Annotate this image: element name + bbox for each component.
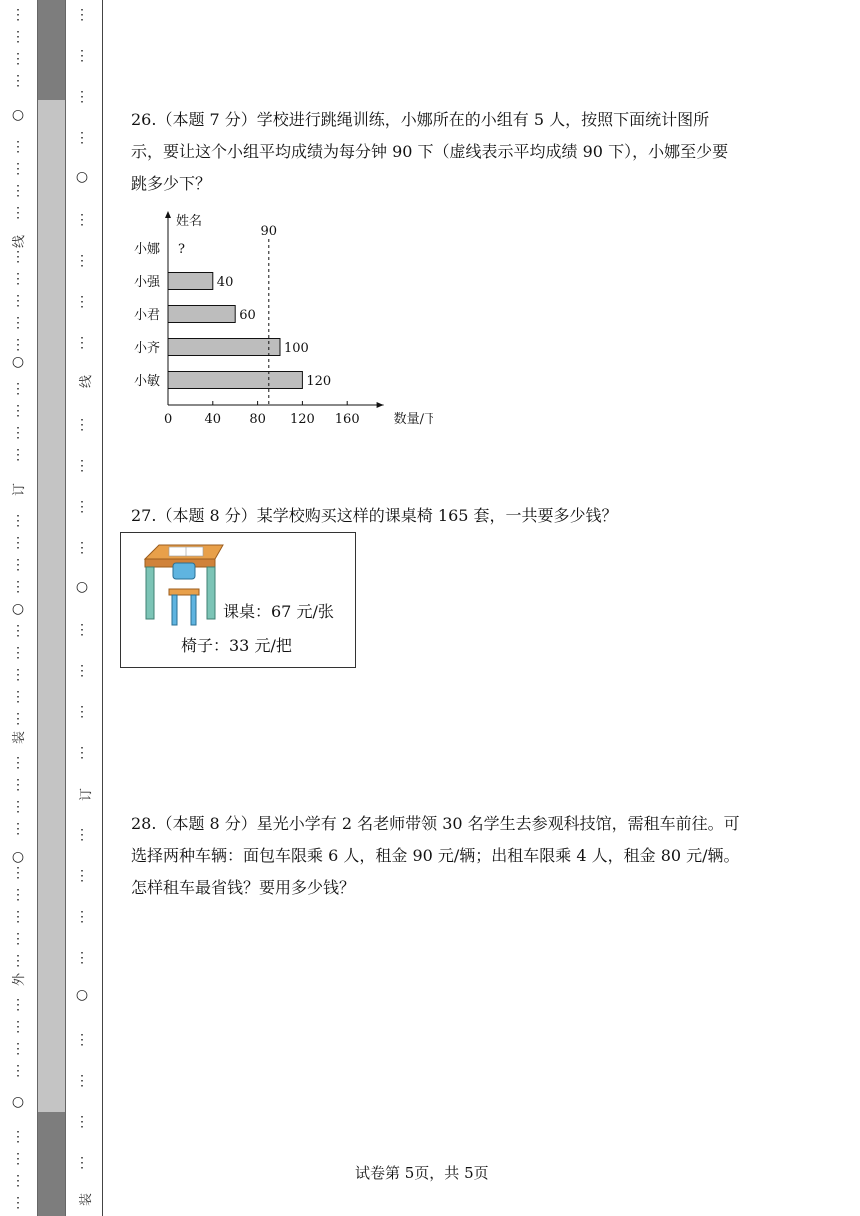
binding-dots: ⋮ [11,887,25,903]
binding-dots: ⋮ [11,1195,25,1211]
binding-dots: ⋮ [11,667,25,683]
binding-dots: ⋮ [11,777,25,793]
desk-chair-price-box [120,532,356,668]
question-27: 27.（本题 8 分）某学校购买这样的课桌椅 165 套，一共要多少钱？ [131,506,618,525]
binding-label: 装 [12,730,28,745]
binding-label: 线 [79,374,95,389]
binding-dots: ⋮ [75,745,89,761]
category-label: 小强 [133,275,160,290]
binding-dots: ⋮ [75,1114,89,1130]
binding-dots: ⋮ [75,1032,89,1048]
binding-circle-icon: ○ [11,107,25,123]
binding-dots: ⋮ [75,7,89,23]
gray-binding-strip [37,0,66,1216]
x-tick-label: 80 [249,412,266,427]
category-label: 小齐 [133,341,160,356]
binding-dots: ⋮ [11,755,25,771]
binding-dots: ⋮ [11,73,25,89]
x-tick-label: 120 [289,412,315,427]
binding-dots: ⋮ [75,663,89,679]
binding-circle-icon: ○ [75,169,89,185]
binding-label: 订 [79,787,95,802]
binding-dots: ⋮ [75,704,89,720]
binding-dots: ⋮ [11,381,25,397]
binding-dots: ⋮ [75,868,89,884]
gray-strip-bottom-block [38,1112,65,1216]
binding-dots: ⋮ [75,130,89,146]
binding-dots: ⋮ [75,294,89,310]
x-tick-label: 160 [334,412,360,427]
binding-dots: ⋮ [11,7,25,23]
binding-dots: ⋮ [75,909,89,925]
binding-dots: ⋮ [11,535,25,551]
binding-label: 订 [12,482,28,497]
bar [168,306,235,323]
binding-dots: ⋮ [11,425,25,441]
binding-dots: ⋮ [75,212,89,228]
bar [168,339,280,356]
binding-dots: ⋮ [11,1173,25,1189]
binding-dots: ⋮ [11,315,25,331]
chart-svg [123,205,433,435]
binding-circle-icon: ○ [75,987,89,1003]
gray-strip-top-block [38,0,65,100]
question-28: 28.（本题 8 分）星光小学有 2 名老师带领 30 名学生去参观科技馆，需租车前往。可选择两种车辆：面包车限乘 6 人，租金 90 元/辆；出租车限乘 4 人，租金 80 元/辆。怎样租车最省钱？要用多少钱？ [131,814,740,897]
binding-dots: ⋮ [75,499,89,515]
binding-dots: ⋮ [75,827,89,843]
binding-circle-icon: ○ [75,579,89,595]
binding-dots: ⋮ [11,403,25,419]
binding-label: 线 [12,234,28,249]
y-axis-label: 姓名 [176,214,203,229]
binding-dots: ⋮ [75,458,89,474]
binding-circle-icon: ○ [11,354,25,370]
binding-dots: ⋮ [11,183,25,199]
binding-dots: ⋮ [11,293,25,309]
binding-circle-icon: ○ [11,601,25,617]
binding-dots: ⋮ [11,337,25,353]
reference-line-label: 90 [260,224,278,239]
category-label: 小敏 [133,374,160,389]
bar-value-label: 40 [216,275,234,290]
binding-dots: ⋮ [11,997,25,1013]
x-tick-label: 40 [204,412,222,427]
x-axis-arrow [377,402,384,408]
binding-dots: ⋮ [75,1073,89,1089]
binding-dots: ⋮ [11,865,25,881]
bar-value-label: 120 [306,374,332,389]
binding-dots: ⋮ [75,89,89,105]
binding-dots: ⋮ [11,271,25,287]
binding-dots: ⋮ [11,1019,25,1035]
binding-dots: ⋮ [75,417,89,433]
binding-dots: ⋮ [11,799,25,815]
binding-label: 装 [79,1192,95,1207]
binding-dots: ⋮ [75,48,89,64]
binding-dots: ⋮ [11,909,25,925]
x-tick-label: 0 [164,412,173,427]
binding-dots: ⋮ [11,161,25,177]
inner-binding-strip [64,0,103,1216]
binding-dots: ⋮ [11,51,25,67]
binding-dots: ⋮ [75,335,89,351]
bar-value-label: 60 [239,308,256,323]
binding-dots: ⋮ [11,139,25,155]
desk-chair-illustration [139,541,229,636]
binding-dots: ⋮ [11,1151,25,1167]
outer-binding-strip [0,0,36,1216]
bar-value-label: ? [178,242,185,257]
binding-label: 外 [12,972,28,987]
binding-dots: ⋮ [11,513,25,529]
binding-circle-icon: ○ [11,849,25,865]
binding-dots: ⋮ [11,689,25,705]
binding-dots: ⋮ [11,205,25,221]
category-label: 小娜 [133,242,160,257]
binding-dots: ⋮ [11,1041,25,1057]
binding-dots: ⋮ [11,1129,25,1145]
binding-dots: ⋮ [11,821,25,837]
chair-price-label: 椅子：33 元/把 [181,636,292,655]
exam-page [103,0,860,1216]
bar-value-label: 100 [284,341,309,356]
binding-dots: ⋮ [75,540,89,556]
binding-dots: ⋮ [11,1063,25,1079]
binding-dots: ⋮ [75,950,89,966]
binding-dots: ⋮ [11,557,25,573]
category-label: 小君 [133,308,160,323]
binding-margin [0,0,103,1216]
page-footer: 试卷第 5页，共 5页 [355,1164,489,1182]
binding-dots: ⋮ [75,622,89,638]
binding-dots: ⋮ [11,953,25,969]
binding-dots: ⋮ [75,253,89,269]
bar [168,372,302,389]
binding-dots: ⋮ [11,931,25,947]
binding-dots: ⋮ [11,711,25,727]
binding-dots: ⋮ [75,1155,89,1171]
binding-dots: ⋮ [11,645,25,661]
x-axis-label: 数量/下 [393,412,433,427]
binding-dots: ⋮ [11,447,25,463]
binding-dots: ⋮ [11,579,25,595]
binding-circle-icon: ○ [11,1094,25,1110]
desk-price-label: 课桌：67 元/张 [223,602,334,621]
binding-dots: ⋮ [11,29,25,45]
binding-dots: ⋮ [11,249,25,265]
question-26: 26.（本题 7 分）学校进行跳绳训练，小娜所在的小组有 5 人，按照下面统计图所示，要让这个小组平均成绩为每分钟 90 下（虚线表示平均成绩 90 下），小娜至少要跳多少下？ [131,110,729,193]
jump-rope-bar-chart [123,205,433,435]
binding-dots: ⋮ [11,623,25,639]
y-axis-arrow [165,211,171,218]
bar [168,273,213,290]
